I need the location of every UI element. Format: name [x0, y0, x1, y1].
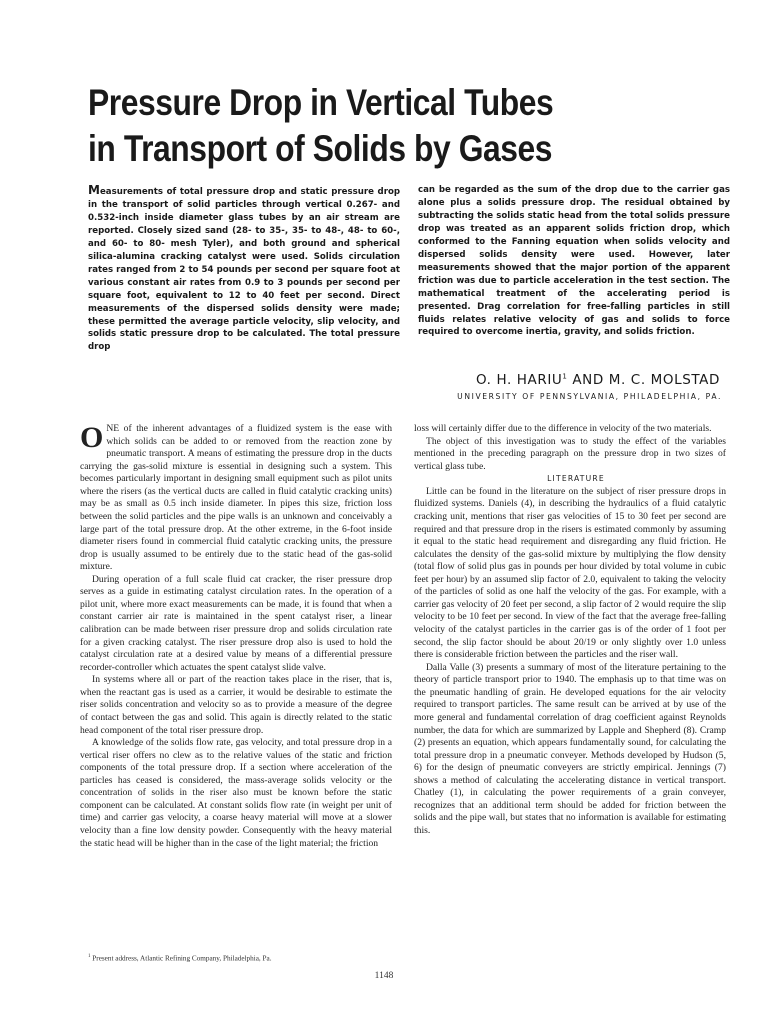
title-line-1: Pressure Drop in Vertical Tubes	[88, 82, 554, 123]
author-line	[380, 372, 720, 388]
body-paragraph: Little can be found in the literature on the subject of riser pressure drops in fluidized systems. Daniels (4), in describing the hydraulics of a fluid catalytic cracking unit, mentions that riser gas velocities of 15 to 30 feet per second are required and that pressure drop in the risers is estimated commonly by assuming it equal to the static head requirement and disregarding any fluid friction. He calculates the density of the gas-solid mixture by multiplying the flow density (total flow of solid plus gas in pounds per hour divided by total volume in cubic feet per hour) by an assumed slip factor of 2.0, equivalent to taking the velocity of the particles of solid as one half the velocity of the gas. For example, with a carrier gas velocity of 20 feet per second, a slip factor of 2 would require the slip velocity to be 10 feet per second. In view of the fact that the average free-falling velocity of the catalyst particles in the carrier gas is of the order of 1 foot per second, the slip factor should be about 20/19 or only slightly over 1.0 unless there is considerable friction between the particles and the riser wall.	[414, 485, 726, 661]
abstract-left-text: easurements of total pressure drop and static pressure drop in the transport of solid particles through vertical 0.267- and 0.532-inch inside diameter glass tubes by an air stream are reported. Closely sized sand (28- to 35-, 35- to 48-, 48- to 60-, and 60- to 80- mesh Tyler), and both ground and spherical silica-alumina cracking catalyst were used. Solids circulation rates ranged from 2 to 54 pounds per second per square foot at various constant air rates from 0.9 to 3 pounds per second per square foot, equivalent to 12 to 40 feet per second. Direct measurements of the dispersed solids density were made; these permitted the average particle velocity, slip velocity, and solids static pressure drop to be calculated. The total pressure drop	[88, 187, 400, 353]
author-footnote-mark: 1	[562, 372, 568, 381]
drop-cap: O	[80, 421, 104, 454]
affiliation: UNIVERSITY OF PENNSYLVANIA, PHILADELPHIA, PA.	[457, 392, 722, 401]
body-paragraph: A knowledge of the solids flow rate, gas velocity, and total pressure drop in a vertical riser offers no clew as to the relative values of the static and friction components of the total pressure drop. If a section where acceleration of the particles has ceased is considered, the mass-average solids velocity or the concentration of solids in the riser also must be known before the static component can be calculated. At constant solids flow rate (in weight per unit of time) and carrier gas velocity, a coarse heavy material will move at a slower velocity than a fine low density powder. Consequently with the heavy material the static head will be higher than in the case of the light material; the friction	[80, 737, 392, 849]
abstract-initial: M	[88, 183, 100, 197]
page-number: 1148	[374, 971, 394, 981]
body-paragraph: The object of this investigation was to study the effect of the variables mentioned in the preceding paragraph on the pressure drop in two sizes of vertical glass tube.	[414, 435, 726, 472]
body-paragraph: In systems where all or part of the reaction takes place in the riser, that is, when the reactant gas is used as a carrier, it would be desirable to estimate the riser solids concentration and velocity so as to provide a measure of the degree of contact between the gas and solid. This again is directly related to the static head component of the total riser pressure drop.	[80, 674, 392, 736]
intro-text: NE of the inherent advantages of a fluidized system is the ease with which solids can be added to or removed from the reaction zone by pneumatic transport. A means of estimating the pressure drop in the ducts carrying the gas-solid mixture is essential in designing such a system. This becomes particularly important in designing small equipment such as pilot units where the risers (as the vertical ducts are called in fluid catalytic cracking units) may be as small as 0.5 inch inside diameter. In pipes this size, friction loss between the solid particles and the pipe walls is an unknown and conceivably a large part of the total pressure drop. At the other extreme, in the 6-foot inside diameter risers found in commercial fluid catalytic cracking units, the pressure drop is usually assumed to be entirely due to the static head of the gas-solid mixture.	[80, 423, 392, 573]
author-1: O. H. HARIU	[476, 372, 563, 388]
body-right-column	[414, 423, 726, 838]
body-left-column	[80, 423, 392, 850]
body-paragraph: loss will certainly differ due to the difference in velocity of the two materials.	[414, 423, 712, 434]
author-2: M. C. MOLSTAD	[608, 372, 720, 388]
section-heading-literature: LITERATURE	[547, 474, 605, 484]
author-conjunction: AND	[567, 372, 609, 388]
footnote-text: Present address, Atlantic Refining Company, Philadelphia, Pa.	[90, 954, 272, 963]
body-paragraph: Dalla Valle (3) presents a summary of most of the literature pertaining to the theory of particle transport prior to 1940. The emphasis up to that time was on the pneumatic handling of grain. He developed equations for the air velocity required to transport particles. The same result can be arrived at by use of the more general and fundamental correlation of drag coefficient against Reynolds number, the data for which are summarized by Lapple and Shepherd (8). Cramp (2) presents an equation, which appears fundamentally sound, for calculating the total pressure drop in a pneumatic conveyer. Methods developed by Hudson (5, 6) for the design of pneumatic conveyers are strictly empirical. Jennings (7) shows a method of calculating the accelerating distance in vertical transport. Chatley (1), in calculating the power requirements of a grain conveyer, recognizes that an additional term should be added for friction between the solids and the pipe wall, but states that no information is available for estimating this.	[414, 661, 726, 836]
body-paragraph: During operation of a full scale fluid cat cracker, the riser pressure drop serves as a guide in estimating catalyst circulation rates. In the operation of a pilot unit, where more exact measurements can be made, it is found that when a constant carrier air rate is maintained in the spent catalyst riser, a linear calibration can be made between riser pressure drop and solids circulation rate for a given cracking catalyst. The riser pressure drop also is used to hold the catalyst circulation rate at a desired value by means of a differential pressure recorder-controller which actuates the spent catalyst slide valve.	[80, 573, 392, 673]
title-line-2: in Transport of Solids by Gases	[88, 128, 553, 169]
footnote-mark: 1	[88, 954, 91, 959]
footnote	[88, 954, 388, 962]
abstract-left-column	[88, 184, 400, 354]
body-paragraph	[80, 423, 392, 574]
abstract-right-column: can be regarded as the sum of the drop due to the carrier gas alone plus a solids pressure drop. The residual obtained by subtracting the solids static head from the total solids pressure drop was treated as an apparent solids friction drop, which conformed to the Fanning equation when solids velocity and dispersed solids density were used. However, later measurements showed that the major portion of the apparent friction was due to particle acceleration in the test section. The mathematical treatment of the accelerating period is presented. Drag correlation for free-falling particles in still fluids relates relative velocity of gas and solids to force required to overcome inertia, gravity, and solids friction.	[418, 185, 730, 338]
article-title	[88, 80, 621, 172]
